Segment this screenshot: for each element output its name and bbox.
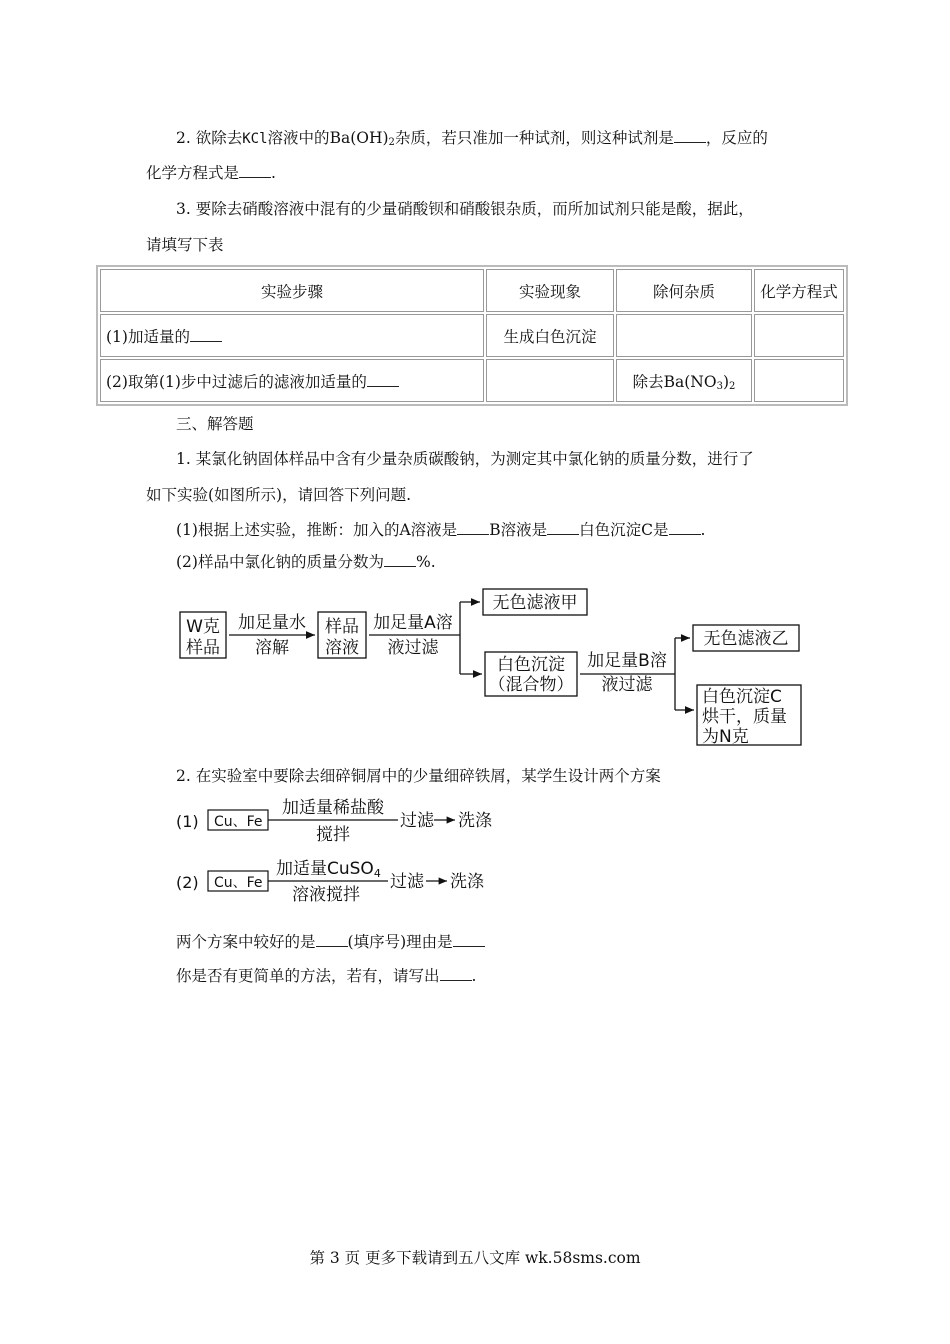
plan1-step2: 洗涤	[458, 811, 492, 831]
p1-line2: 如下实验(如图所示)，请回答下列问题.	[146, 486, 412, 504]
row1-equation-cell[interactable]	[754, 314, 844, 357]
q-reason-blank[interactable]	[453, 932, 485, 947]
table-row	[100, 314, 844, 357]
q2-text-c: 杂质，若只准加一种试剂，则这种试剂是	[394, 129, 674, 147]
final-label-2: 烘干，质量	[702, 707, 787, 727]
q2-text-e: 化学方程式是	[146, 164, 240, 182]
final-label-3: 为N克	[702, 727, 749, 747]
q2-text-d: ，反应的	[705, 129, 768, 147]
plan2-label: (2)	[176, 873, 199, 892]
p1-sub2-a: (2)样品中氯化钠的质量分数为	[176, 553, 384, 571]
q2-blank-equation[interactable]	[239, 163, 271, 178]
plan1-label: (1)	[176, 812, 199, 831]
plan1-box-text: Cu、Fe	[214, 814, 263, 830]
flow-diagram-1	[0, 580, 950, 755]
filtrate2-label: 无色滤液乙	[703, 629, 789, 649]
svg-text:加适量CuSO4	[276, 859, 381, 880]
p1-sub1-d: 白色沉淀	[579, 521, 642, 539]
op1-top: 加足量水	[238, 613, 306, 633]
row2-impurity-b: )	[722, 372, 729, 391]
p1-sub1-b: 溶液是	[410, 521, 458, 539]
op3-top: 加足量B溶	[587, 651, 667, 671]
row2-step	[100, 359, 484, 402]
mid-label-1: 样品	[325, 617, 359, 637]
plan2-top: 加适量CuSO	[276, 859, 374, 879]
filtrate1-label: 无色滤液甲	[492, 593, 578, 613]
row1-phenomenon: 生成白色沉淀	[486, 314, 614, 357]
row2-impurity-sub: 3	[716, 380, 723, 392]
p1-sub2	[176, 552, 436, 572]
row1-step-text: (1)加适量的	[106, 327, 190, 346]
p2-question-simpler	[176, 966, 476, 986]
p1-sub1-A: A	[399, 521, 411, 539]
q-simpler-end: .	[471, 967, 477, 985]
experiment-table	[96, 265, 848, 406]
p1-blank-d[interactable]	[384, 552, 416, 567]
row2-impurity-a: 除去Ba(NO	[632, 372, 717, 391]
row2-step-text: (2)取第(1)步中过滤后的滤液加适量的	[106, 372, 367, 391]
q2-text-a: 欲除去	[195, 129, 243, 147]
plan2-step1: 过滤	[390, 872, 424, 892]
q-better-a: 两个方案中较好的是	[176, 933, 316, 951]
p1-blank-b[interactable]	[547, 520, 579, 535]
precip-label-1: 白色沉淀	[497, 655, 565, 675]
p1-sub1-a: (1)根据上述实验，推断：加入的	[176, 521, 400, 539]
q-simpler-text: 你是否有更简单的方法，若有，请写出	[176, 967, 440, 985]
section3-title: 三、解答题	[176, 415, 254, 433]
plan2-top-sub: 4	[373, 867, 381, 880]
p1-sub1-e: 是	[652, 521, 669, 539]
p1-sub1	[176, 520, 705, 540]
row1-impurity-cell[interactable]	[616, 314, 752, 357]
row2-impurity-sub2: 2	[729, 380, 736, 392]
row2-blank[interactable]	[367, 372, 399, 387]
op2-top: 加足量A溶	[373, 613, 453, 633]
table-row	[100, 359, 844, 402]
q3-line1: 3. 要除去硝酸溶液中混有的少量硝酸钡和硝酸银杂质，而所加试剂只能是酸，据此，	[176, 200, 754, 218]
precip-label-2: （混合物）	[488, 675, 574, 695]
q-better-b: (填序号)理由是	[347, 933, 453, 951]
p1-sub2-end: %.	[415, 553, 436, 571]
header-step: 实验步骤	[100, 269, 484, 312]
p1-sub1-c: 溶液是	[500, 521, 548, 539]
op3-bot: 液过滤	[601, 675, 653, 695]
row2-phenomenon-cell[interactable]	[486, 359, 614, 402]
flow-diagram-2	[170, 795, 530, 907]
page-footer: 第 3 页 更多下载请到五八文库 wk.58sms.com	[309, 1249, 641, 1267]
plan2-step2: 洗涤	[450, 872, 484, 892]
header-phenomenon: 实验现象	[486, 269, 614, 312]
p1-blank-c[interactable]	[669, 520, 701, 535]
header-equation: 化学方程式	[754, 269, 844, 312]
op1-bot: 溶解	[255, 638, 289, 658]
q-better-blank[interactable]	[316, 932, 348, 947]
p2-line1: 2. 在实验室中要除去细碎铜屑中的少量细碎铁屑，某学生设计两个方案	[176, 767, 661, 785]
q-simpler-blank[interactable]	[440, 966, 472, 981]
table-header-row	[100, 269, 844, 312]
sample-label-1: W克	[186, 617, 220, 637]
q2-number: 2.	[176, 129, 191, 147]
q3-line2: 请填写下表	[146, 236, 224, 254]
mid-label-2: 溶液	[325, 638, 359, 658]
plan1-step1: 过滤	[400, 811, 434, 831]
q2-text-b: 溶液中的	[267, 129, 330, 147]
plan2-bot: 溶液搅拌	[292, 885, 360, 905]
plan2-box-text: Cu、Fe	[214, 875, 263, 891]
header-impurity: 除何杂质	[616, 269, 752, 312]
plan1-bot: 搅拌	[316, 825, 350, 845]
row1-blank[interactable]	[190, 327, 222, 342]
q2-line2	[146, 163, 276, 183]
plan1-top: 加适量稀盐酸	[282, 798, 384, 818]
q2-blank-reagent[interactable]	[674, 128, 706, 143]
p1-sub1-B: B	[489, 521, 501, 539]
p1-blank-a[interactable]	[457, 520, 489, 535]
op2-bot: 液过滤	[387, 638, 439, 658]
row2-equation-cell[interactable]	[754, 359, 844, 402]
sample-label-2: 样品	[186, 638, 220, 658]
final-label-1: 白色沉淀C	[702, 687, 782, 707]
p1-line1: 1. 某氯化钠固体样品中含有少量杂质碳酸钠，为测定其中氯化钠的质量分数，进行了	[176, 450, 754, 468]
row1-step	[100, 314, 484, 357]
q2-end: .	[271, 164, 276, 182]
p1-sub1-end: .	[700, 521, 706, 539]
q2-baoh: Ba(OH)	[329, 129, 389, 147]
row2-impurity	[616, 359, 752, 402]
q2-line1	[176, 128, 768, 153]
p1-sub1-C: C	[641, 521, 653, 539]
q2-sub: 2	[388, 137, 395, 148]
q2-kcl: KCl	[242, 131, 268, 147]
p2-question-better	[176, 932, 485, 952]
